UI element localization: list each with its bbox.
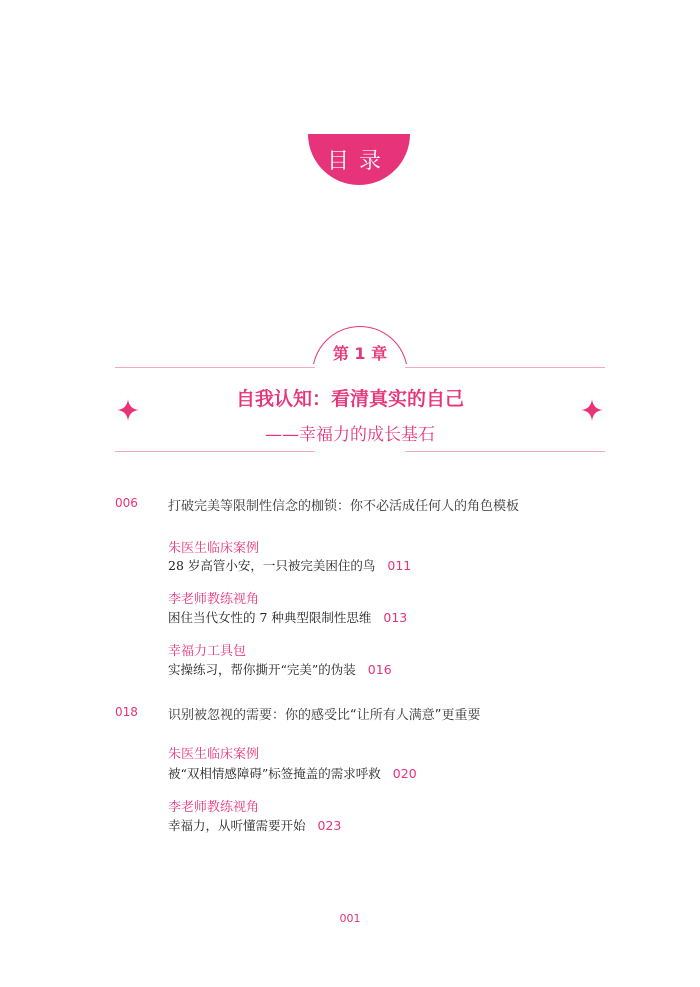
subsection-text: 困住当代女性的 7 种典型限制性思维 [168, 610, 372, 625]
sparkle-icon-right [581, 399, 603, 421]
subsection-page-number: 016 [367, 662, 392, 677]
footer-page-number: 001 [339, 912, 361, 925]
subsection-text: 幸福力，从听懂需要开始 [168, 818, 306, 833]
chapter-top-rule-left [115, 367, 315, 368]
subsection-page-number: 011 [387, 558, 412, 573]
subsection-text: 被“双相情感障碍”标签掩盖的需求呼救 [168, 766, 381, 781]
chapter-title: 自我认知：看清真实的自己 [235, 388, 464, 410]
subsection-heading: 朱医生临床案例 [168, 747, 260, 762]
chapter-subtitle: ——幸福力的成长基石 [265, 425, 435, 445]
subsection-page-number: 023 [317, 818, 342, 833]
subsection-page-number: 020 [392, 766, 417, 781]
subsection-heading: 幸福力工具包 [168, 644, 247, 659]
subsection-entry[interactable] [168, 608, 407, 626]
section-title[interactable]: 识别被忽视的需要：你的感受比“让所有人满意”更重要 [168, 708, 481, 723]
subsection-text: 实操练习，帮你撕开“完美”的伪装 [168, 662, 356, 677]
subsection-heading: 朱医生临床案例 [168, 541, 260, 556]
subsection-entry[interactable] [168, 556, 411, 574]
sparkle-icon-left [117, 399, 139, 421]
chapter-top-rule-right [405, 367, 605, 368]
subsection-heading: 李老师教练视角 [168, 800, 260, 815]
subsection-entry[interactable] [168, 660, 392, 678]
toc-title: 目录 [326, 149, 391, 174]
subsection-entry[interactable] [168, 816, 341, 834]
section-title[interactable]: 打破完美等限制性信念的枷锁：你不必活成任何人的角色模板 [168, 499, 520, 514]
subsection-text: 28 岁高管小安，一只被完美困住的鸟 [168, 558, 376, 573]
section-page-number[interactable]: 018 [115, 705, 138, 719]
subsection-entry[interactable] [168, 764, 417, 782]
section-page-number[interactable]: 006 [115, 496, 138, 510]
subsection-heading: 李老师教练视角 [168, 592, 260, 607]
subsection-page-number: 013 [383, 610, 408, 625]
chapter-bottom-rule-left [115, 451, 315, 452]
chapter-bottom-rule-right [405, 451, 605, 452]
chapter-label: 第 1 章 [332, 344, 388, 363]
